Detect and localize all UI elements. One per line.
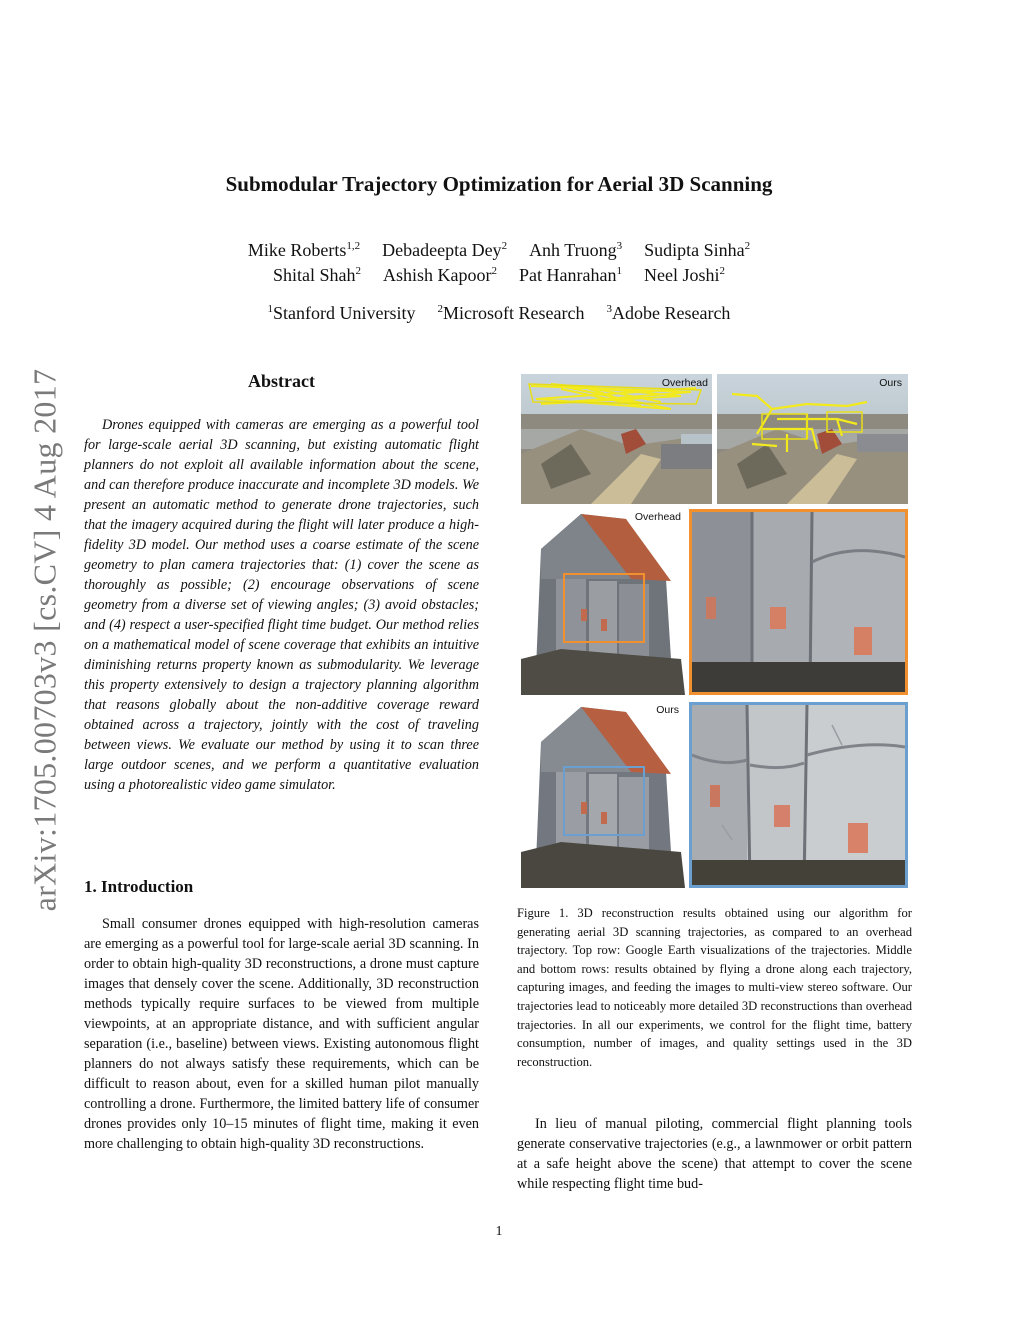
affiliation-1: $^2$Microsoft Research: [437, 303, 585, 323]
figure-overhead-reconstruction: [521, 509, 685, 695]
intro-paragraph: Small consumer drones equipped with high-resolution cameras are emerging as a powerful tool for large-scale aerial 3D scanning. In order to obtain high-quality 3D reconstructions, a drone must capture images that densely cover the scene. Additionally, 3D reconstruction methods typically require surfaces to be viewed from multiple viewpoints, at an appropriate distance, and with sufficient angular separation (i.e., baseline) between views. Existing autonomous flight planners do not always satisfy these requirements, which can be difficult to reason about, even for a skilled human pilot manually controlling a drone. Furthermore, the limited battery life of consumer drones provides only 10–15 minutes of flight time, making it even more challenging to obtain high-quality 3D reconstructions.: [84, 916, 479, 1152]
abstract-heading: Abstract: [248, 371, 315, 391]
authors-line-1: [0, 240, 998, 261]
author-1: Debadeepta Dey$^2$: [382, 240, 508, 260]
affiliation-0: $^1$Stanford University: [267, 303, 416, 323]
author-2: Pat Hanrahan$^1$: [519, 265, 622, 285]
figure-1-caption: Figure 1. 3D reconstruction results obtained using our algorithm for generating aerial 3D scanning trajectories, as compared to an overhead trajectory. Top row: Google Earth visualizations of the trajectories. Middle and bottom rows: results obtained by flying a drone along each trajectory, capturing images, and feeding the images to multi-view stereo software. Our trajectories lead to noticeably more detailed 3D reconstructions than overhead trajectories. In all our experiments, we control for the flight time, battery consumption, number of images, and quality settings used in the 3D reconstruction.: [517, 906, 912, 1069]
figure-overhead-zoom-image: [689, 509, 908, 695]
author-0: Mike Roberts$^{1,2}$: [247, 240, 361, 260]
section-heading-introduction: 1. Introduction: [84, 877, 194, 896]
abstract-text: Drones equipped with cameras are emerging as a powerful tool for large-scale aerial 3D scanning, but existing automatic flight planners do not exploit all available information about the scene, and can therefore produce inaccurate and incomplete 3D models. We present an automatic method to generate drone trajectories, such that the imagery acquired during the flight will later produce a high-fidelity 3D model. Our method uses a coarse estimate of the scene geometry to plan camera trajectories that: (1) cover the scene as thoroughly as possible; (2) encourage observations of scene geometry from a diverse set of viewing angles; (3) avoid obstacles; and (4) respect a user-specified flight time budget. Our method relies on a mathematical model of scene coverage that exhibits an intuitive diminishing returns property known as submodularity. We leverage this property extensively to design a trajectory planning algorithm that reasons globally about the non-additive coverage reward obtained across a trajectory, jointly with the cost of traveling between views. We evaluate our method by using it to scan three large outdoor scenes, and we perform a quantitative evaluation using a photorealistic video game simulator.: [84, 417, 479, 793]
figure-label-overhead-middle: Overhead: [634, 511, 681, 523]
ours-zoom-region-box: [563, 766, 645, 836]
overhead-zoom-region-box: [563, 573, 645, 643]
author-3: Neel Joshi$^2$: [643, 265, 725, 285]
authors-line-2: [0, 265, 998, 286]
figure-label-ours-top: Ours: [879, 377, 902, 389]
author-3: Sudipta Sinha$^2$: [644, 240, 751, 260]
figure-ours-reconstruction: [521, 702, 685, 888]
figure-ours-zoom-image: [689, 702, 908, 888]
author-0: Shital Shah$^2$: [273, 265, 362, 285]
arxiv-identifier: arXiv:1705.00703v3 [cs.CV] 4 Aug 2017: [26, 368, 63, 912]
affiliations: [0, 303, 998, 324]
author-2: Anh Truong$^3$: [529, 240, 623, 260]
page-number: 1: [495, 1224, 503, 1239]
figure-overhead-earth-image: [521, 374, 712, 504]
author-1: Ashish Kapoor$^2$: [383, 265, 498, 285]
figure-ours-earth-image: [717, 374, 908, 504]
figure-label-overhead-top: Overhead: [661, 377, 708, 389]
affiliation-2: $^3$Adobe Research: [606, 303, 731, 323]
right-column-paragraph: In lieu of manual piloting, commercial flight planning tools generate conservative trajectories (e.g., a lawnmower or orbit pattern at a safe height above the scene) that attempt to cover the scene while respecting flight time bud-: [517, 1116, 912, 1192]
paper-title: Submodular Trajectory Optimization for Aerial 3D Scanning: [225, 172, 773, 196]
figure-label-ours-bottom: Ours: [656, 704, 679, 716]
